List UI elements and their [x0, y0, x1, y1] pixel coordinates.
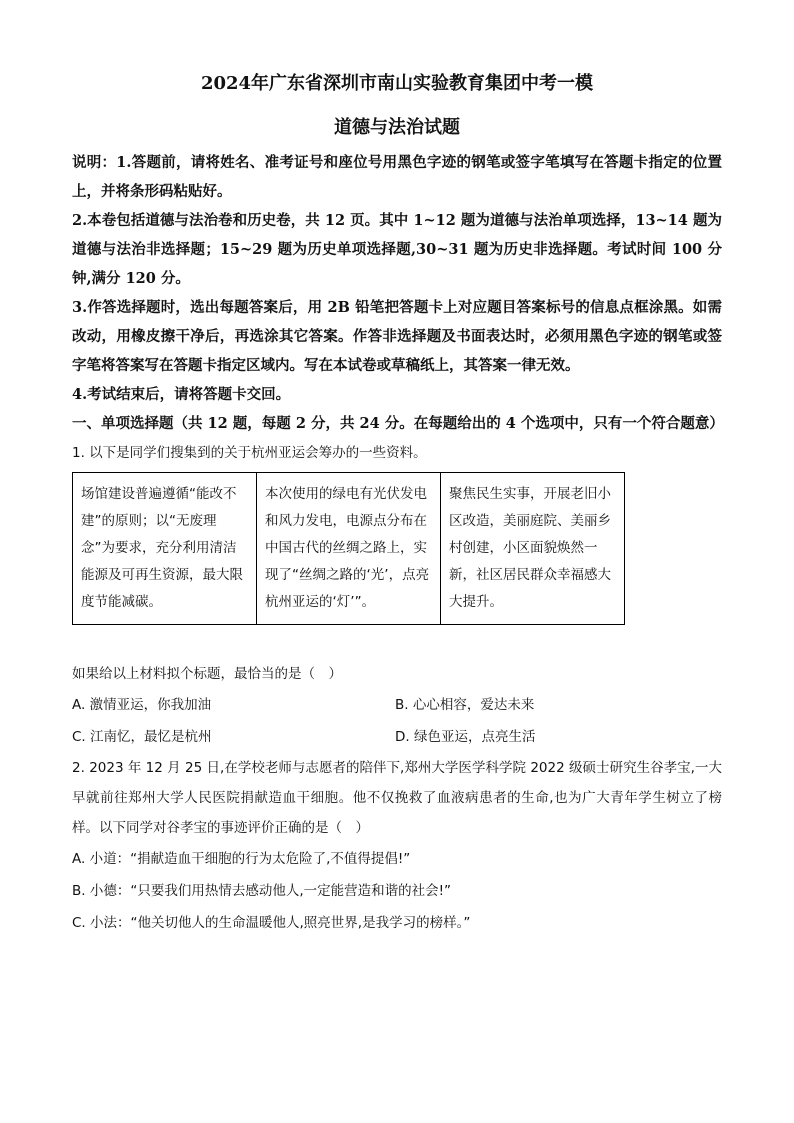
q2-option-c: C. 小法：“他关切他人的生命温暖他人,照亮世界,是我学习的榜样。”: [72, 915, 471, 931]
spacer: [72, 625, 722, 659]
materials-row: [73, 473, 625, 625]
q1-option-c: C. 江南忆，最忆是杭州: [72, 729, 212, 745]
exam-title: 2024年广东省深圳市南山实验教育集团中考一模: [200, 73, 594, 94]
question-1-materials-table: [72, 472, 625, 625]
section-heading: 一、单项选择题（共 12 题，每题 2 分，共 24 分。在每题给出的 4 个选项中，只有一个符合题意）: [72, 415, 724, 432]
q1-option-b: B. 心心相容，爱达未来: [395, 697, 535, 713]
question-1-stem: 1. 以下是同学们搜集到的关于杭州亚运会筹办的一些资料。: [72, 445, 427, 461]
material-cell-2: 本次使用的绿电有光伏发电和风力发电，电源点分布在中国古代的丝绸之路上，实现了“丝绸之路的‘光’，点亮杭州亚运的‘灯’”。: [257, 473, 441, 625]
material-cell-1: 场馆建设普遍遵循“能改不建”的原则；以“无废理念”为要求，充分利用清洁能源及可再生资源，最大限度节能减碳。: [73, 473, 257, 625]
instruction-4: 4.考试结束后，请将答题卡交回。: [72, 386, 291, 403]
q2-option-a: A. 小道：“捐献造血干细胞的行为太危险了,不值得提倡!”: [72, 851, 411, 867]
instruction-3: 3.作答选择题时，选出每题答案后，用 2B 铅笔把答题卡上对应题目答案标号的信息点框涂黑。如需改动，用橡皮擦干净后，再选涂其它答案。作答非选择题及书面表达时，必须用黑色字迹的钢笔或签字笔将答案写在答题卡指定区域内。写在本试卷或草稿纸上，其答案一律无效。: [72, 299, 722, 374]
question-1-prompt: 如果给以上材料拟个标题，最恰当的是（ ）: [72, 666, 342, 682]
question-2-stem: 2. 2023 年 12 月 25 日,在学校老师与志愿者的陪伴下,郑州大学医学科学院 2022 级硕士研究生谷孝宝,一大早就前往郑州大学人民医院捐献造血干细胞。他不仅挽救了血液病患者的生命,也为广大青年学生树立了榜样。以下同学对谷孝宝的事迹评价正确的是（ ）: [72, 760, 722, 836]
instruction-1: 说明：1.答题前，请将姓名、准考证号和座位号用黑色字迹的钢笔或签字笔填写在答题卡指定的位置上，并将条形码粘贴好。: [72, 154, 722, 200]
q1-option-d: D. 绿色亚运，点亮生活: [395, 729, 536, 745]
instruction-2: 2.本卷包括道德与法治卷和历史卷，共 12 页。其中 1~12 题为道德与法治单项选择，13~14 题为道德与法治非选择题；15~29 题为历史单项选择题,30~31 题为历史非选择题。考试时间 100 分钟,满分 120 分。: [72, 212, 722, 287]
q2-option-b: B. 小德：“只要我们用热情去感动他人,一定能营造和谐的社会!”: [72, 883, 452, 899]
material-cell-3: 聚焦民生实事，开展老旧小区改造，美丽庭院、美丽乡村创建，小区面貌焕然一新，社区居民群众幸福感大大提升。: [441, 473, 625, 625]
question-1-options: [72, 689, 722, 753]
q1-option-a: A. 激情亚运，你我加油: [72, 697, 212, 713]
exam-subtitle: 道德与法治试题: [334, 117, 460, 138]
